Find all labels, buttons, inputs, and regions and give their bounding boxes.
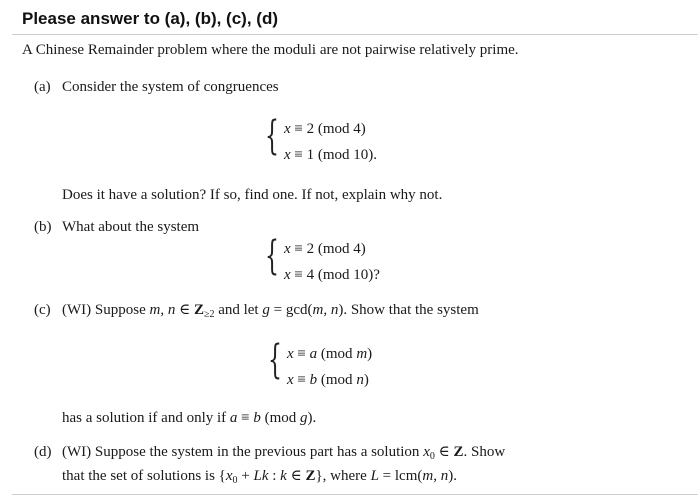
- part-c-brace: {: [268, 337, 282, 383]
- part-d-label: (d): [34, 444, 52, 460]
- part-b-equation-1: x ≡ 2 (mod 4): [284, 241, 366, 257]
- part-b-equation-2: x ≡ 4 (mod 10)?: [284, 267, 380, 283]
- part-a-equation-1: x ≡ 2 (mod 4): [284, 121, 366, 137]
- question-header: Please answer to (a), (b), (c), (d): [22, 9, 278, 28]
- part-a-prompt: Consider the system of congruences: [62, 79, 279, 95]
- part-a-label: (a): [34, 79, 51, 95]
- part-c-equation-2: x ≡ b (mod n): [287, 372, 369, 388]
- part-c-statement: (WI) Suppose m, n ∈ $Z_{\ge 2}$ and let g = gcd(m, n). Show that the system: [62, 302, 479, 320]
- part-b-prompt: What about the system: [62, 219, 200, 235]
- part-c-conclusion: has a solution if and only if a ≡ b (mod g).: [62, 410, 317, 426]
- part-d-line-1: (WI) Suppose the system in the previous part has a solution $x_0$ ∈ Z. Show: [62, 444, 506, 462]
- part-a-brace: {: [265, 113, 279, 159]
- header-divider: [12, 34, 698, 35]
- part-c-equation-1: x ≡ a (mod m): [287, 346, 373, 362]
- part-c-label: (c): [34, 302, 51, 318]
- part-a-equation-2: x ≡ 1 (mod 10).: [284, 147, 378, 163]
- part-a-question: Does it have a solution? If so, find one. If not, explain why not.: [62, 187, 443, 203]
- part-b-label: (b): [34, 219, 52, 235]
- bottom-divider: [12, 494, 698, 495]
- part-d-line-2: that the set of solutions is {$x_0 + Lk$ : k ∈ Z}, where L = lcm(m, n).: [62, 468, 457, 486]
- intro-text: A Chinese Remainder problem where the moduli are not pairwise relatively prime.: [22, 42, 519, 58]
- part-b-brace: {: [265, 233, 279, 279]
